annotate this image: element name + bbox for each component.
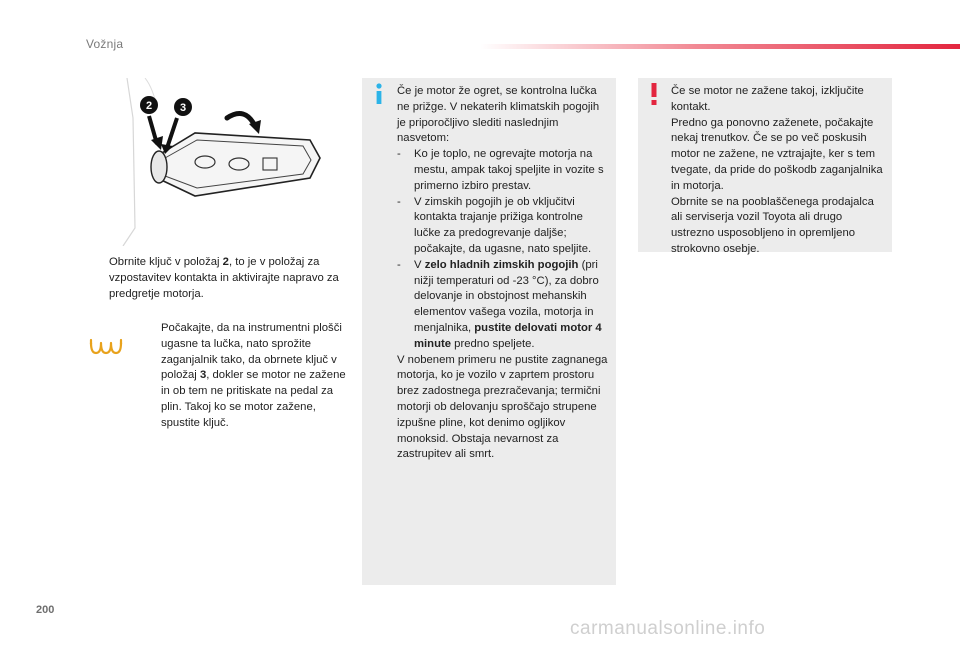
info-item-extreme-cold-prefix: V bbox=[414, 258, 425, 271]
info-box-text bbox=[397, 84, 609, 463]
dash-marker: - bbox=[397, 148, 401, 161]
step-1-instruction bbox=[90, 255, 345, 302]
step-2-text-after: , dokler se motor ne zažene in ob tem ne pritiskate na pedal za plin. Takoj ko se motor zažene, spustite ključ. bbox=[161, 369, 346, 429]
watermark: carmanualsonline.info bbox=[570, 618, 766, 639]
info-item-winter: V zimskih pogojih je ob vključitvi kontakta trajanje prižiga kontrolne lučke za predogrevanje daljše; počakajte, da ugasne, nato speljite. bbox=[414, 195, 592, 255]
step-1-text-before: Obrnite ključ v položaj bbox=[109, 256, 223, 268]
page-number: 200 bbox=[36, 604, 55, 616]
step-2-instruction bbox=[142, 321, 347, 432]
header-accent-rule bbox=[480, 44, 960, 49]
info-list-item bbox=[397, 195, 609, 258]
arrow-2-head-icon bbox=[151, 136, 163, 150]
step-1-text-after: , to je v položaj za vzpostavitev kontakta in aktivirajte napravo za predgretje motorja. bbox=[109, 256, 339, 300]
position-3-label: 3 bbox=[179, 102, 187, 114]
info-item-warm-weather: Ko je toplo, ne ogrevajte motorja na mestu, ampak takoj speljite in vozite s primerno izbiro prestav. bbox=[414, 148, 604, 192]
info-intro: Če je motor že ogret, se kontrolna lučka ne prižge. V nekaterih klimatskih pogojih je priporočljivo slediti naslednjim nasvetom: bbox=[397, 85, 600, 145]
exclamation-icon bbox=[650, 83, 658, 105]
dash-marker: - bbox=[397, 258, 401, 271]
step-1-key-position: 2 bbox=[222, 256, 229, 268]
warning-line-1: Če se motor ne zažene takoj, izključite kontakt. bbox=[671, 85, 864, 113]
warning-line-3: Obrnite se na pooblaščenega prodajalca ali serviserja vozil Toyota ali drugo ustrezno usposobljeno in opremljeno strokovno osebje. bbox=[671, 195, 874, 255]
position-2-label: 2 bbox=[145, 100, 153, 112]
warning-line-2: Predno ga ponovno zaženete, počakajte nekaj trenutkov. Če se po več poskusih motor ne zažene, ne vztrajajte, ker s tem tvegate, da pride do poškodb zaganjalnika in motorja. bbox=[671, 116, 883, 192]
info-item-extreme-cold-middle: (pri nižji temperaturi od -23 °C), za dobro delovanje in obstojnost mehanskih elementov vašega vozila, motorja in menjalnika, bbox=[414, 258, 599, 334]
info-list-item bbox=[397, 258, 609, 353]
warning-box-text bbox=[671, 84, 887, 258]
step-2-text-before: Počakajte, da na instrumentni plošči ugasne ta lučka, nato sprožite zaganjalnik tako, da obrnete ključ v položaj bbox=[161, 322, 342, 382]
arrow-3-icon bbox=[167, 118, 177, 148]
step-2-key-position: 3 bbox=[199, 369, 207, 382]
key-ignition-illustration bbox=[105, 78, 335, 246]
info-icon bbox=[374, 83, 384, 105]
info-item-extreme-cold-bold: zelo hladnih zimskih pogojih bbox=[424, 258, 579, 271]
info-closing-warning: V nobenem primeru ne pustite zagnanega motorja, ko je vozilo v zaprtem prostoru brez zadostnega prezračevanja; termični motorji ob delovanju sproščajo strupene izpušne pline, kot denimo ogljikov monoksid. Obstaja nevarnost za zastrupitev ali smrt. bbox=[397, 353, 608, 461]
ignition-barrel bbox=[151, 151, 167, 183]
info-item-run-engine-bold: pustite delovati motor 4 minute bbox=[414, 321, 602, 350]
dashboard-edge-line bbox=[123, 78, 135, 246]
glow-plug-coil-icon bbox=[88, 338, 124, 358]
info-list-item bbox=[397, 147, 609, 194]
section-title: Vožnja bbox=[86, 37, 124, 51]
dash-marker: - bbox=[397, 195, 401, 208]
info-item-extreme-cold-suffix: predno speljete. bbox=[451, 337, 535, 350]
